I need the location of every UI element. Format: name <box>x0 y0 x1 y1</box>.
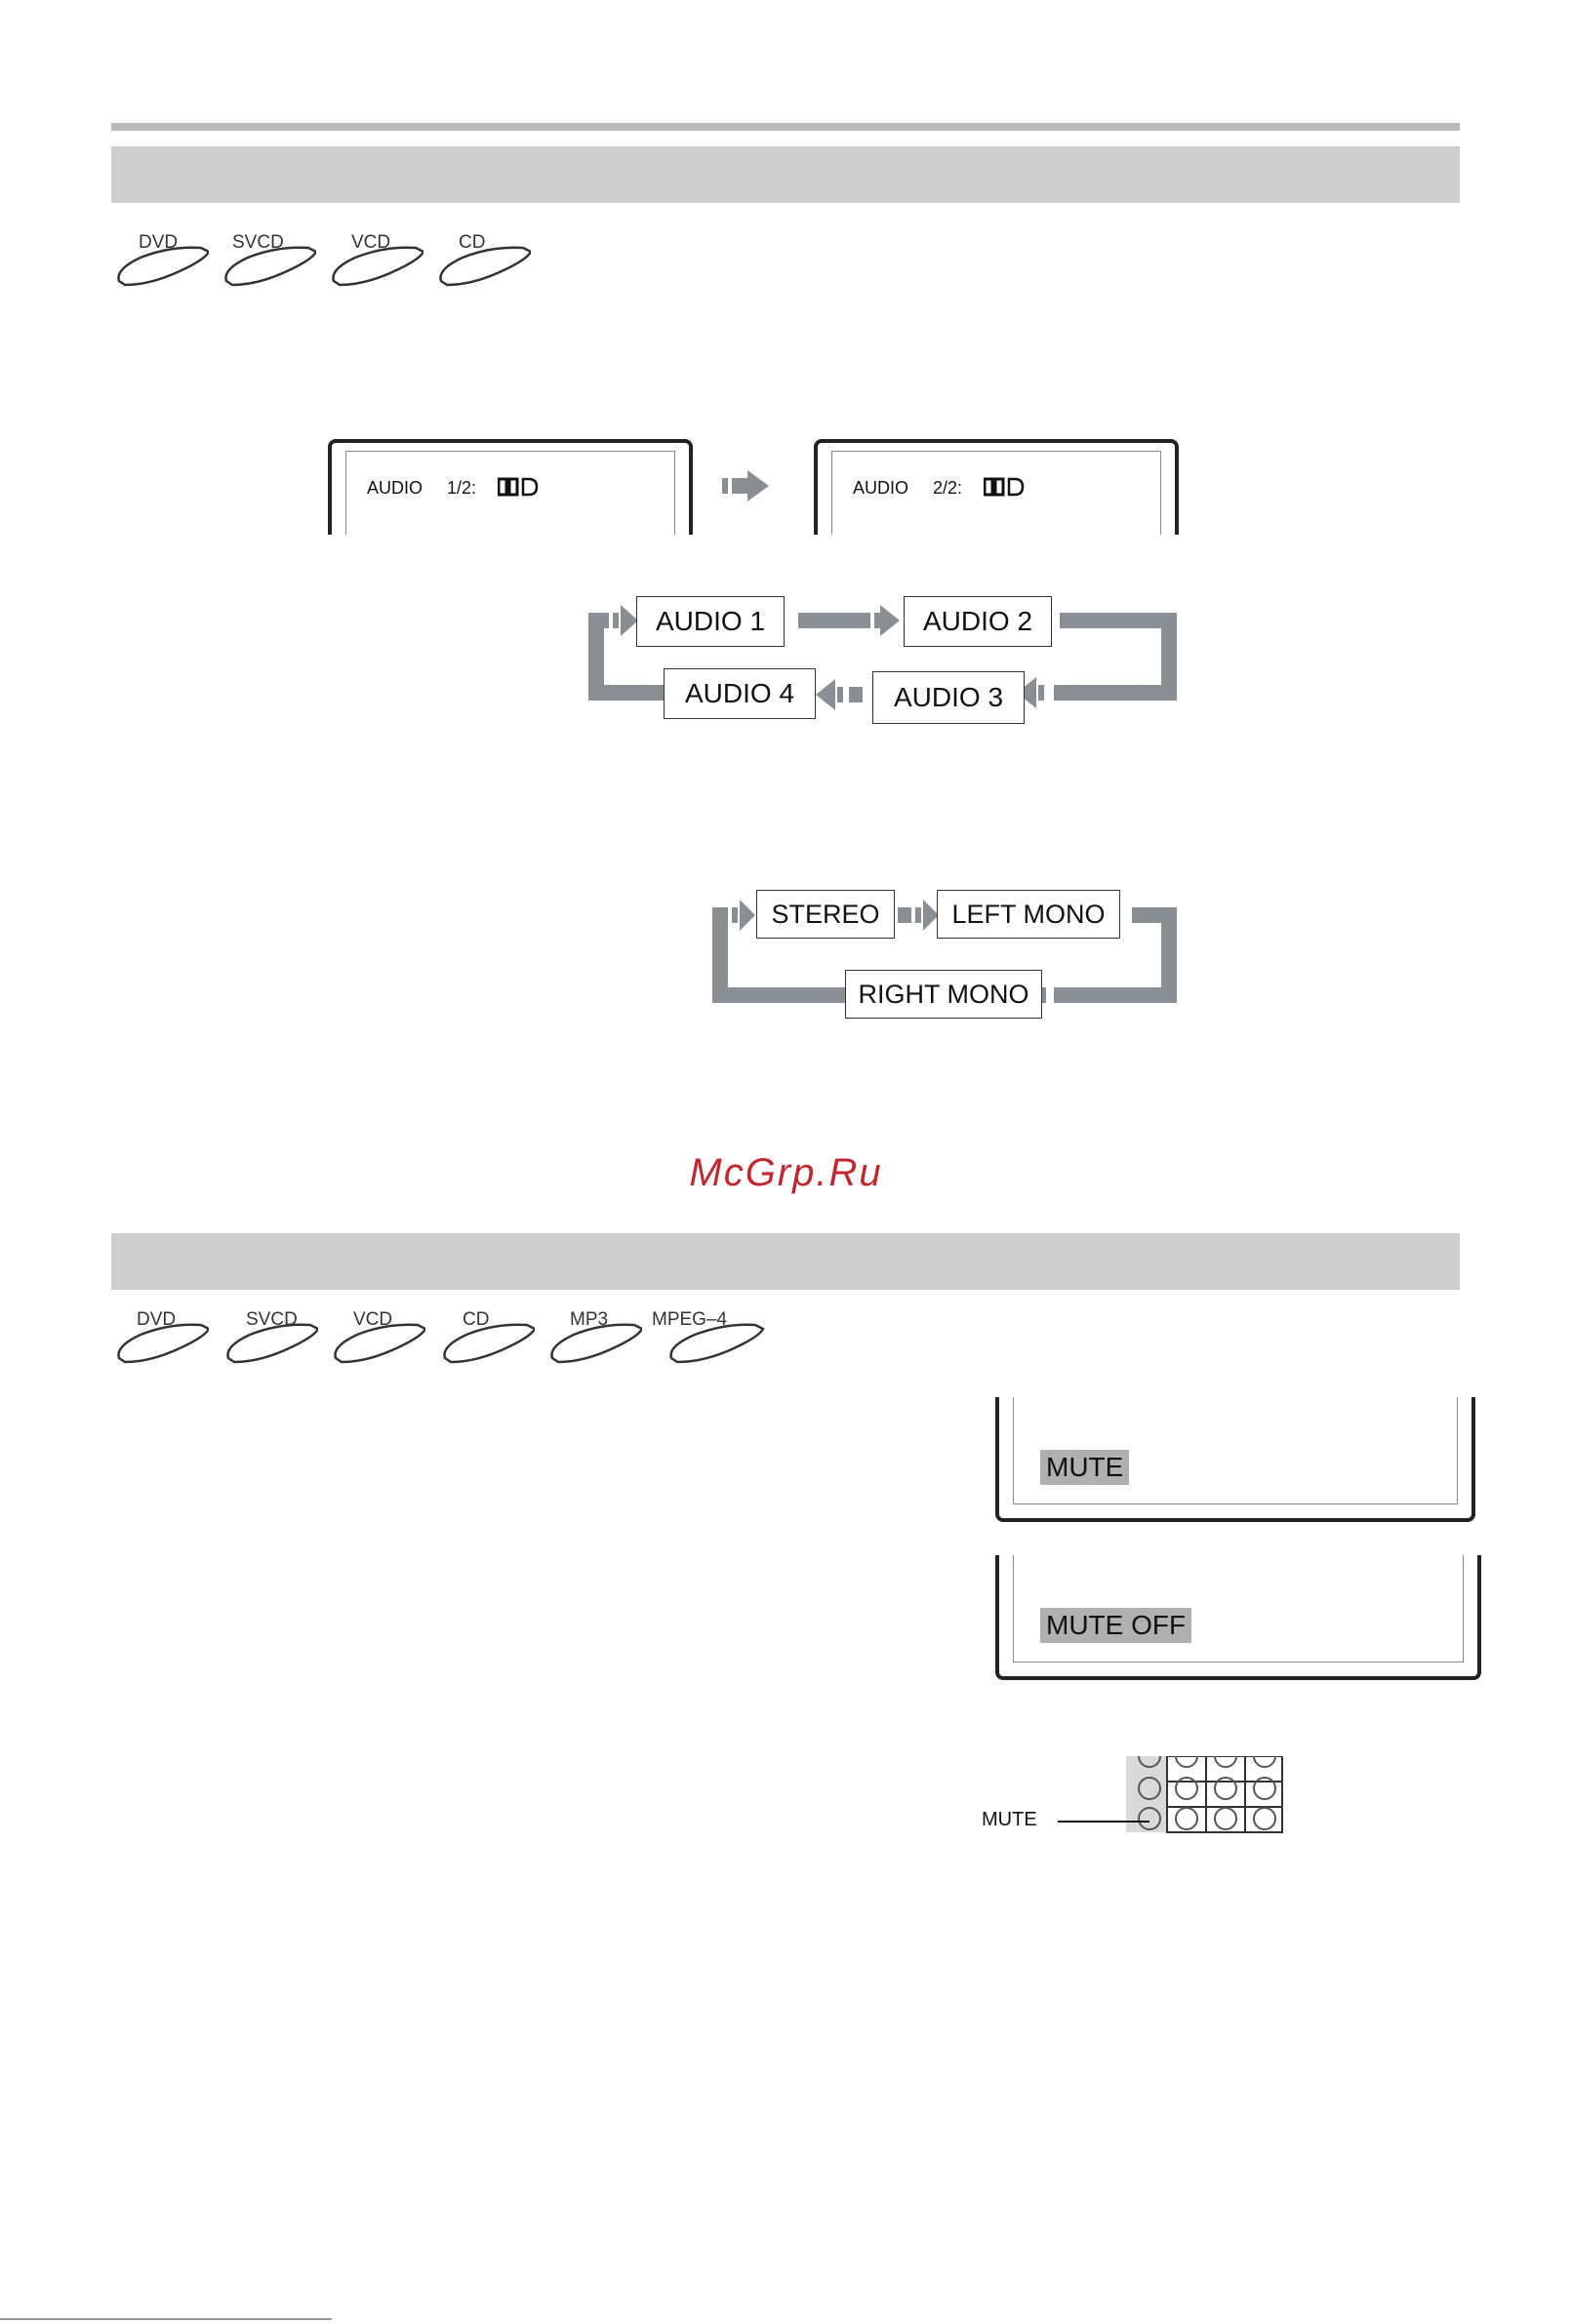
osd-mute-off-text: MUTE OFF <box>1040 1608 1191 1643</box>
disc-icon-svcd <box>221 1307 318 1366</box>
disc-label: SVCD <box>246 1309 298 1330</box>
cycle-item-left-mono: LEFT MONO <box>937 890 1120 939</box>
osd-audio-label: AUDIO <box>367 478 423 498</box>
cycle-item-audio-3: AUDIO 3 <box>872 671 1025 724</box>
disc-label: DVD <box>139 232 179 253</box>
cycle-item-audio-2: AUDIO 2 <box>904 596 1052 647</box>
disc-icon-vcd <box>326 230 423 289</box>
disc-label: MP3 <box>570 1309 609 1330</box>
cycle-item-audio-4: AUDIO 4 <box>664 668 816 719</box>
disc-icon-mpeg4 <box>652 1307 769 1366</box>
callout-line <box>1058 1821 1149 1823</box>
disc-icon-svcd <box>219 230 316 289</box>
osd-screen-mute <box>995 1397 1475 1522</box>
top-rule <box>111 123 1460 131</box>
disc-label: VCD <box>351 232 391 253</box>
arrow-right-icon <box>722 466 771 505</box>
osd-audio-value: 1/2: <box>447 478 477 498</box>
disc-label: VCD <box>353 1309 393 1330</box>
disc-label: DVD <box>137 1309 177 1330</box>
dolby-digital-logo-icon <box>498 476 544 502</box>
cycle-item-audio-1: AUDIO 1 <box>636 596 785 647</box>
disc-icon-vcd <box>328 1307 425 1366</box>
remote-control-keypad-icon <box>1124 1756 1284 1834</box>
disc-label: CD <box>463 1309 490 1330</box>
dolby-digital-logo-icon <box>984 476 1030 502</box>
remote-mute-label: MUTE <box>982 1809 1037 1830</box>
disc-icon-dvd <box>111 1307 209 1366</box>
section-header-band-mute <box>111 1233 1460 1290</box>
cycle-item-stereo: STEREO <box>756 890 895 939</box>
osd-mute-text: MUTE <box>1040 1450 1129 1485</box>
osd-audio-label: AUDIO <box>853 478 909 498</box>
osd-audio-value: 2/2: <box>933 478 963 498</box>
disc-icon-dvd <box>111 230 209 289</box>
section-header-band-audio <box>111 146 1460 203</box>
bottom-rule <box>0 2318 332 2320</box>
disc-label: SVCD <box>232 232 284 253</box>
disc-icon-cd <box>433 230 531 289</box>
watermark-text: McGrp.Ru <box>689 1151 883 1194</box>
disc-label: CD <box>459 232 486 253</box>
osd-screen-audio-2 <box>814 439 1179 535</box>
cycle-item-right-mono: RIGHT MONO <box>845 970 1042 1019</box>
disc-icon-mp3 <box>544 1307 642 1366</box>
osd-screen-mute-off <box>995 1555 1481 1680</box>
disc-icon-cd <box>437 1307 535 1366</box>
disc-label: MPEG–4 <box>652 1309 728 1330</box>
osd-screen-audio-1 <box>328 439 693 535</box>
